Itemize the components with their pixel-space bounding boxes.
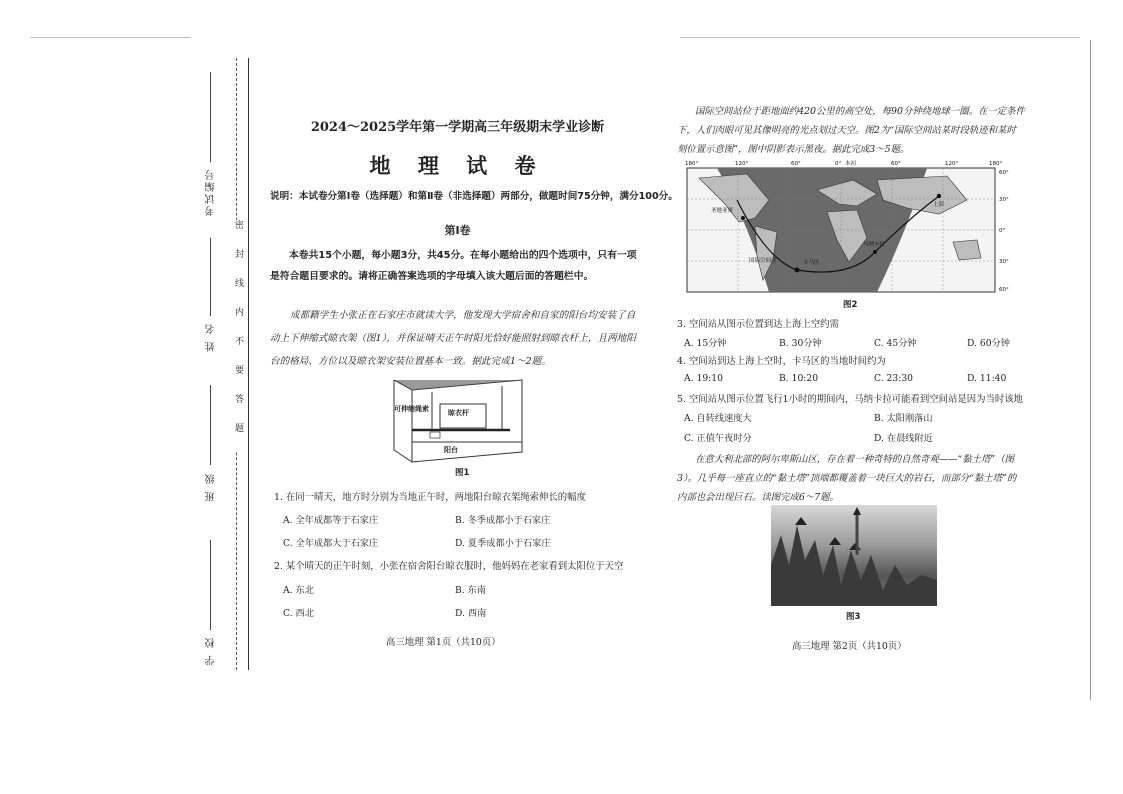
q1-option-b: B. 冬季成都小于石家庄 [455, 515, 551, 526]
q4-option-a: A. 19:10 [684, 373, 723, 384]
class-label: 班 级 [206, 472, 217, 502]
fig1-label-rope: 可伸缩绳索 [394, 405, 429, 413]
svg-text:本初: 本初 [845, 161, 857, 167]
q1-option-a: A. 全年成都等于石家庄 [283, 515, 379, 526]
passage-q6-7: 在意大利北部的阿尔卑斯山区，存在着一种奇特的自然奇观——“黏土塔”（图3）。几乎每一座直立的“黏土塔”顶端都覆盖着一块巨大的岩石，而部分“黏土塔”的内部也会出现巨石。读图完成6～7题。 [677, 454, 1017, 503]
svg-text:卡马区: 卡马区 [803, 260, 820, 266]
svg-text:180°: 180° [989, 161, 1003, 167]
fig1-label-rod: 晾衣杆 [448, 409, 469, 417]
svg-text:180°: 180° [685, 161, 699, 167]
page-footer-1: 高三地理 第1页（共10页） [386, 637, 501, 648]
figure-3-earth-pyramids-photo [771, 505, 937, 606]
subject-title: 地 理 试 卷 [369, 153, 546, 178]
q5-option-a: A. 自转线速度大 [684, 413, 752, 424]
q3-option-a: A. 15分钟 [684, 338, 727, 349]
question-5: 5. 空间站从图示位置飞行1小时的期间内，马纳卡拉可能看到空间站是因为当时该地 [677, 394, 1024, 405]
q4-option-d: D. 11:40 [967, 373, 1007, 384]
svg-text:60°: 60° [791, 161, 801, 167]
class-line [210, 385, 211, 465]
exam-no-line [210, 72, 211, 162]
top-edge-line [680, 37, 1080, 38]
svg-text:120°: 120° [945, 161, 959, 167]
question-3: 3. 空间站从图示位置到达上海上空约需 [677, 319, 839, 330]
exam-no-label: 考试编号 [206, 168, 217, 216]
svg-text:上海: 上海 [933, 202, 945, 208]
q5-option-d: D. 在晨线附近 [874, 433, 933, 444]
q1-option-c: C. 全年成都大于石家庄 [283, 538, 379, 549]
fig2-caption: 图2 [843, 300, 858, 310]
question-4: 4. 空间站到达上海上空时，卡马区的当地时间约为 [677, 356, 886, 367]
fig1-caption: 图1 [455, 468, 470, 478]
q2-option-d: D. 西南 [455, 608, 487, 619]
figure-2-iss-map [677, 160, 1027, 296]
school-label: 学 校 [206, 636, 217, 666]
q2-option-b: B. 东南 [455, 585, 486, 596]
seal-warning: 密封线内不要答题 [233, 220, 243, 452]
svg-text:国际空间站: 国际空间站 [749, 258, 777, 264]
name-label: 姓 名 [206, 322, 217, 352]
q3-option-c: C. 45分钟 [874, 338, 917, 349]
name-line [210, 238, 211, 316]
svg-text:60°: 60° [891, 161, 901, 167]
question-1: 1. 在同一晴天，地方时分别为当地正午时，两地阳台晾衣架绳索伸长的幅度 [274, 492, 586, 503]
svg-text:0°: 0° [835, 161, 842, 167]
q4-option-c: C. 23:30 [874, 373, 914, 384]
exam-title: 2024～2025学年第一学期高三年级期末学业诊断 [310, 120, 605, 135]
exam-note: 说明：本试卷分第Ⅰ卷（选择题）和第Ⅱ卷（非选择题）两部分，做题时间75分钟，满分100分。 [270, 191, 678, 202]
svg-text:60°: 60° [999, 287, 1009, 293]
fig1-label-balcony: 阳台 [444, 446, 458, 454]
page-right-edge [1090, 40, 1091, 700]
question-2: 2. 某个晴天的正午时刻，小张在宿舍阳台晾衣服时，他妈妈在老家看到太阳位于天空 [274, 561, 624, 572]
seal-solid-line [248, 58, 249, 670]
q5-option-c: C. 正值午夜时分 [684, 433, 752, 444]
svg-text:30°: 30° [999, 259, 1009, 265]
svg-text:圣地亚哥: 圣地亚哥 [711, 208, 734, 214]
passage-q3-5: 国际空间站位于距地面约420公里的高空处，每90分钟绕地球一圈。在一定条件下，人们肉眼可见其像明亮的光点划过天空。图2为“国际空间站某时段轨迹和某时刻位置示意图”，图中阴影表示黑夜。据此完成3～5题。 [677, 106, 1025, 155]
q5-option-b: B. 太阳刚落山 [874, 413, 933, 424]
q4-option-b: B. 10:20 [779, 373, 819, 384]
q2-option-a: A. 东北 [283, 585, 314, 596]
q1-option-d: D. 夏季成都小于石家庄 [455, 538, 551, 549]
school-line [210, 540, 211, 630]
svg-text:马纳卡拉: 马纳卡拉 [863, 242, 886, 248]
svg-text:60°: 60° [999, 170, 1009, 176]
page-footer-2: 高三地理 第2页（共10页） [792, 641, 907, 652]
fig3-caption: 图3 [846, 612, 861, 622]
svg-text:120°: 120° [735, 161, 749, 167]
section-title: 第Ⅰ卷 [444, 224, 471, 237]
passage-q1-2: 成都籍学生小张正在石家庄市就读大学，他发现大学宿舍和自家的阳台均安装了自动上下伸缩式晾衣架（图1），并保证晴天正午时阳光恰好能照射到晾衣杆上，且两地阳台的格局、方位以及晾衣架安装位置基本一致。据此完成1～2题。 [270, 310, 636, 367]
section-intro: 本卷共15个小题，每小题3分，共45分。在每小题给出的四个选项中，只有一项是符合题目要求的。请将正确答案选项的字母填入该大题后面的答题栏中。 [270, 250, 637, 282]
svg-text:0°: 0° [999, 228, 1006, 234]
svg-text:30°: 30° [999, 197, 1009, 203]
figure-1-balcony [392, 378, 532, 466]
q2-option-c: C. 西北 [283, 608, 314, 619]
top-edge-line [30, 37, 190, 38]
q3-option-d: D. 60分钟 [967, 338, 1010, 349]
q3-option-b: B. 30分钟 [779, 338, 822, 349]
